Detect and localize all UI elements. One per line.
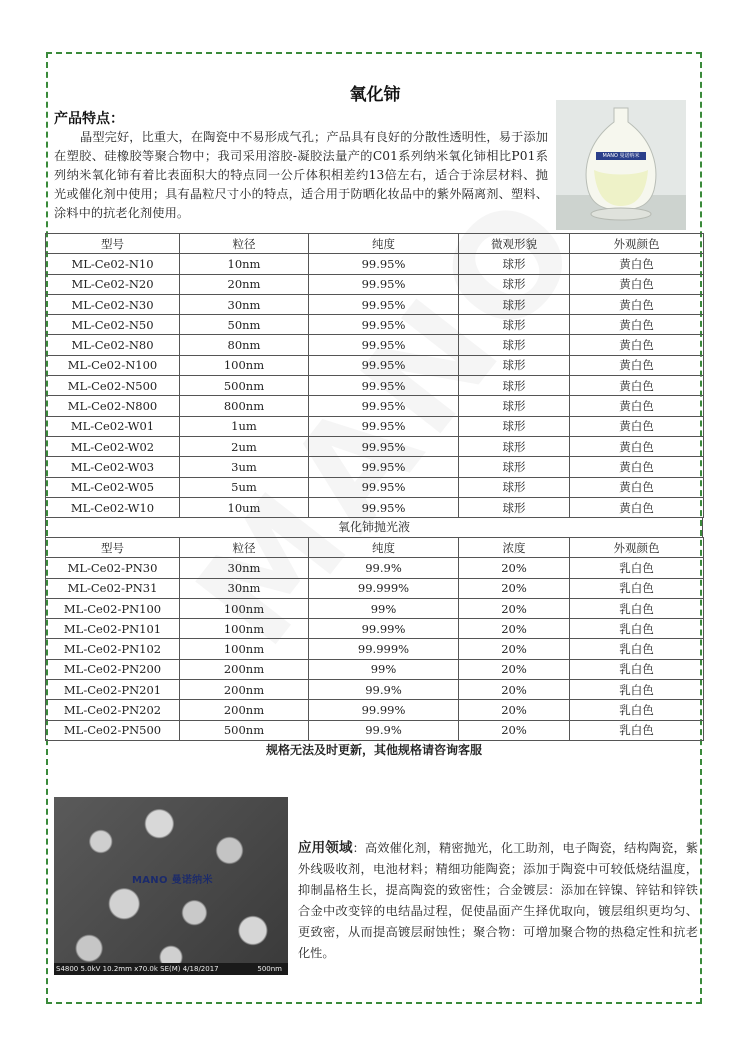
table-cell: 99.95% [309, 436, 459, 456]
table-cell: 20% [459, 558, 570, 578]
table-cell: 200nm [180, 680, 309, 700]
table-cell: 20% [459, 700, 570, 720]
table-cell: 乳白色 [570, 700, 704, 720]
table-row [46, 639, 704, 659]
table-cell: 99.9% [309, 558, 459, 578]
table-cell: 99.95% [309, 254, 459, 274]
sem-logo: MANO 曼诺纳米 [132, 875, 213, 886]
table-cell: ML-Ce02-N100 [46, 355, 180, 375]
table-cell: ML-Ce02-W10 [46, 497, 180, 517]
table-cell: 乳白色 [570, 578, 704, 598]
table-cell: ML-Ce02-N20 [46, 274, 180, 294]
table-row [46, 680, 704, 700]
table-cell: 乳白色 [570, 720, 704, 740]
table-cell: ML-Ce02-W02 [46, 436, 180, 456]
table-row [46, 457, 704, 477]
table-cell: 球形 [459, 335, 570, 355]
table-cell: ML-Ce02-N80 [46, 335, 180, 355]
table-cell: 99.95% [309, 355, 459, 375]
table-cell: 10um [180, 497, 309, 517]
table-cell: 1um [180, 416, 309, 436]
table-cell: 100nm [180, 598, 309, 618]
table-cell: ML-Ce02-PN102 [46, 639, 180, 659]
table-cell: 99% [309, 598, 459, 618]
table-cell: 99.95% [309, 294, 459, 314]
column-header: 微观形貌 [459, 234, 570, 254]
table-cell: 20% [459, 639, 570, 659]
features-heading: 产品特点： [54, 111, 124, 127]
bottle-image [556, 100, 686, 230]
table-cell: 球形 [459, 477, 570, 497]
table-row [46, 558, 704, 578]
table-cell: 99.95% [309, 335, 459, 355]
sem-micrograph [54, 797, 288, 975]
table-row [46, 416, 704, 436]
table-cell: 球形 [459, 294, 570, 314]
table-cell: 球形 [459, 416, 570, 436]
table-row [46, 315, 704, 335]
table-cell: 20% [459, 659, 570, 679]
column-header: 粒径 [180, 538, 309, 558]
table-cell: 500nm [180, 376, 309, 396]
table-row [46, 254, 704, 274]
table-cell: 200nm [180, 659, 309, 679]
table-cell: 99.95% [309, 457, 459, 477]
table-cell: 99.95% [309, 416, 459, 436]
table-cell: ML-Ce02-N500 [46, 376, 180, 396]
bottle-label: MANO 曼诺纳米 [602, 153, 640, 159]
table-row [46, 598, 704, 618]
table-cell: 99.95% [309, 396, 459, 416]
table-row [46, 294, 704, 314]
table-cell: ML-Ce02-N800 [46, 396, 180, 416]
table-cell: 800nm [180, 396, 309, 416]
table-cell: 99.95% [309, 274, 459, 294]
table-cell: 3um [180, 457, 309, 477]
table-row [46, 335, 704, 355]
table-cell: 99.95% [309, 477, 459, 497]
table-cell: 球形 [459, 436, 570, 456]
table-cell: 黄白色 [570, 274, 704, 294]
table-cell: ML-Ce02-PN202 [46, 700, 180, 720]
table-row [46, 619, 704, 639]
table-cell: 黄白色 [570, 315, 704, 335]
table-cell: 500nm [180, 720, 309, 740]
table-cell: 黄白色 [570, 416, 704, 436]
table-cell: ML-Ce02-PN30 [46, 558, 180, 578]
table-cell: 2um [180, 436, 309, 456]
table-cell: 乳白色 [570, 598, 704, 618]
table-cell: 球形 [459, 274, 570, 294]
column-header: 型号 [46, 538, 180, 558]
column-header: 外观颜色 [570, 234, 704, 254]
table-cell: 99% [309, 659, 459, 679]
table-cell: ML-Ce02-PN100 [46, 598, 180, 618]
application-text: ：高效催化剂，精密抛光，化工助剂，电子陶瓷，结构陶瓷，紫外线吸收剂，电池材料；精细功能陶瓷；添加于陶瓷中可较低烧结温度，抑制晶格生长，提高陶瓷的致密性；合金镀层：添加在锌镍、锌钴和锌铁合金中改变锌的电结晶过程，促使晶面产生择优取向，镀层组织更均匀、更致密，从而提高镀层耐蚀性；聚合物：可增加聚合物的热稳定性和抗老化性。 [298, 841, 699, 960]
table-row [46, 659, 704, 679]
table-cell: 30nm [180, 558, 309, 578]
table-cell: 10nm [180, 254, 309, 274]
table-row [46, 720, 704, 740]
sem-info-bar [54, 963, 288, 975]
table-header-row [46, 538, 704, 558]
polishing-liquid-spec-table [45, 537, 704, 741]
table-cell: ML-Ce02-W03 [46, 457, 180, 477]
table-cell: 黄白色 [570, 254, 704, 274]
table-cell: 黄白色 [570, 497, 704, 517]
table-cell: 球形 [459, 457, 570, 477]
sem-scale-label: 500nm [257, 965, 282, 973]
table-cell: 5um [180, 477, 309, 497]
table-row [46, 376, 704, 396]
table-cell: 20% [459, 619, 570, 639]
table-cell: 黄白色 [570, 457, 704, 477]
table-cell: ML-Ce02-W05 [46, 477, 180, 497]
table-cell: 100nm [180, 355, 309, 375]
table-cell: 99.9% [309, 720, 459, 740]
table-cell: 20% [459, 598, 570, 618]
column-header: 纯度 [309, 234, 459, 254]
polishing-liquid-heading: 氧化铈抛光液 [45, 517, 703, 537]
intro-paragraph: 晶型完好，比重大，在陶瓷中不易形成气孔；产品具有良好的分散性透明性，易于添加在塑胶、硅橡胶等聚合物中；我司采用溶胶-凝胶法量产的C01系列纳米氧化铈相比P01系列纳米氧化铈有着比表面积大的特点同一公斤体积相差约13倍左右，适合于涂层材料、抛光或催化剂中使用；具有晶粒尺寸小的特点，适合用于防晒化妆品中的紫外隔离剂、塑料、涂料中的抗老化剂使用。 [54, 130, 548, 220]
table-cell: ML-Ce02-PN500 [46, 720, 180, 740]
table-cell: 99.95% [309, 376, 459, 396]
sem-parameters: S4800 5.0kV 10.2mm x70.0k SE(M) 4/18/2017 [56, 965, 219, 973]
page-title: 氧化铈 [349, 85, 401, 105]
table-cell: 99.9% [309, 680, 459, 700]
column-header: 粒径 [180, 234, 309, 254]
spec-update-note: 规格无法及时更新，其他规格请咨询客服 [265, 743, 482, 757]
table-row [46, 436, 704, 456]
table-cell: 30nm [180, 294, 309, 314]
table-cell: 100nm [180, 619, 309, 639]
table-cell: 50nm [180, 315, 309, 335]
table-cell: 球形 [459, 355, 570, 375]
application-paragraph [298, 838, 698, 964]
application-label: 应用领域 [298, 840, 353, 856]
table-row [46, 700, 704, 720]
table-cell: ML-Ce02-PN101 [46, 619, 180, 639]
table-cell: 球形 [459, 497, 570, 517]
table-cell: 99.99% [309, 619, 459, 639]
table-cell: ML-Ce02-N50 [46, 315, 180, 335]
table-cell: ML-Ce02-PN201 [46, 680, 180, 700]
table-cell: 球形 [459, 315, 570, 335]
column-header: 外观颜色 [570, 538, 704, 558]
table-cell: 乳白色 [570, 558, 704, 578]
table-header-row [46, 234, 704, 254]
table-cell: 乳白色 [570, 680, 704, 700]
table-cell: 黄白色 [570, 294, 704, 314]
table-cell: 99.999% [309, 639, 459, 659]
table-cell: 乳白色 [570, 619, 704, 639]
table-cell: 黄白色 [570, 376, 704, 396]
column-header: 浓度 [459, 538, 570, 558]
table-cell: 200nm [180, 700, 309, 720]
table-cell: 黄白色 [570, 436, 704, 456]
table-cell: 球形 [459, 254, 570, 274]
table-cell: 80nm [180, 335, 309, 355]
table-row [46, 355, 704, 375]
table-cell: 黄白色 [570, 355, 704, 375]
table-cell: 20nm [180, 274, 309, 294]
table-cell: ML-Ce02-N30 [46, 294, 180, 314]
table-cell: 黄白色 [570, 335, 704, 355]
table-cell: 100nm [180, 639, 309, 659]
table-cell: 30nm [180, 578, 309, 598]
table-cell: ML-Ce02-W01 [46, 416, 180, 436]
table-cell: 黄白色 [570, 396, 704, 416]
table-cell: 乳白色 [570, 659, 704, 679]
table-cell: ML-Ce02-N10 [46, 254, 180, 274]
table-row [46, 477, 704, 497]
table-cell: ML-Ce02-PN31 [46, 578, 180, 598]
table-cell: 20% [459, 578, 570, 598]
table-row [46, 274, 704, 294]
table-row [46, 396, 704, 416]
column-header: 型号 [46, 234, 180, 254]
table-cell: 球形 [459, 396, 570, 416]
column-header: 纯度 [309, 538, 459, 558]
product-bottle-photo [556, 100, 686, 230]
table-cell: 20% [459, 720, 570, 740]
table-row [46, 497, 704, 517]
table-cell: 99.95% [309, 315, 459, 335]
table-cell: ML-Ce02-PN200 [46, 659, 180, 679]
table-cell: 黄白色 [570, 477, 704, 497]
table-cell: 乳白色 [570, 639, 704, 659]
table-cell: 99.999% [309, 578, 459, 598]
table-row [46, 578, 704, 598]
cerium-oxide-spec-table [45, 233, 704, 518]
table-cell: 20% [459, 680, 570, 700]
table-cell: 99.95% [309, 497, 459, 517]
table-cell: 99.99% [309, 700, 459, 720]
table-cell: 球形 [459, 376, 570, 396]
